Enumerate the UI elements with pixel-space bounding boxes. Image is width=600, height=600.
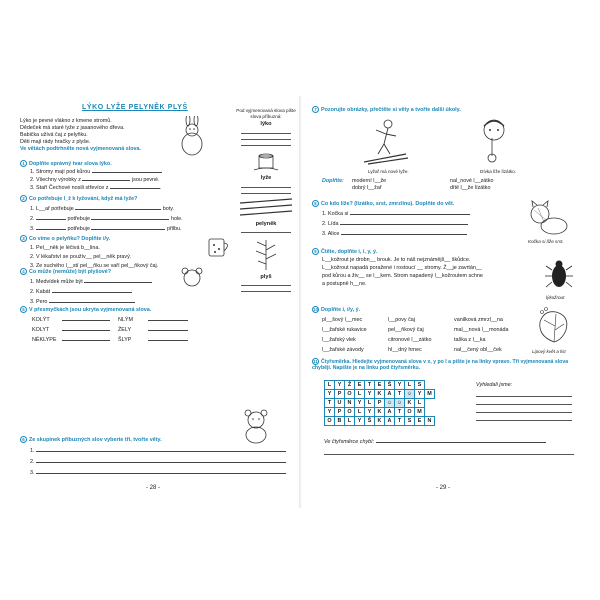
- rabbit-icon: [172, 116, 212, 158]
- answer-line[interactable]: [241, 145, 291, 146]
- grid-cell[interactable]: Y: [395, 381, 405, 390]
- answer-line[interactable]: [241, 187, 291, 188]
- grid-cell[interactable]: L: [355, 408, 365, 417]
- intro-line: Babička užívá čaj z pelyňku.: [20, 132, 88, 138]
- exercise-6: [20, 436, 290, 477]
- grid-row: [325, 381, 435, 390]
- exercise-line: 1. Medvídek může být: [30, 278, 83, 285]
- answer-blank[interactable]: [91, 225, 165, 230]
- exercise-10: [312, 306, 542, 354]
- caption-girl: Dívka líže lízátko.: [480, 169, 516, 174]
- grid-cell[interactable]: L: [415, 399, 425, 408]
- grid-cell[interactable]: N: [425, 417, 435, 426]
- exercise-5: [20, 306, 225, 344]
- answer-blank[interactable]: [36, 225, 66, 230]
- answer-blank[interactable]: [148, 316, 188, 321]
- exercise-number: 3: [20, 235, 27, 242]
- grid-cell[interactable]: Y: [335, 381, 345, 390]
- fill-item[interactable]: dobrý l__žař: [352, 185, 382, 191]
- exercise-text-line: L__kožrout je drobn__ brouk. Je to náš nejznámějš__ škůdce.: [322, 256, 471, 263]
- grid-cell[interactable]: E: [355, 381, 365, 390]
- page-28: [10, 96, 300, 508]
- grid-cell[interactable]: ☺: [395, 399, 405, 408]
- answer-blank[interactable]: [148, 336, 188, 341]
- answer-blank[interactable]: [62, 316, 110, 321]
- grid-cell[interactable]: Y: [355, 399, 365, 408]
- answer-blank[interactable]: [110, 184, 160, 189]
- grid-cell[interactable]: T: [395, 408, 405, 417]
- word-search-grid: [324, 380, 435, 426]
- caption-cat: Kočka si líže srst.: [528, 239, 564, 244]
- wormwood-plant-icon: [251, 236, 281, 270]
- exercise-3: [20, 235, 195, 270]
- page-29: [300, 96, 590, 508]
- book-spread: [10, 96, 590, 508]
- exercise-line: 1.: [30, 447, 35, 454]
- grid-cell[interactable]: T: [325, 399, 335, 408]
- answer-blank[interactable]: [84, 278, 152, 283]
- exercise-task: Pozorujte obrázky, přečtěte si věty a tvořte další úkoly.: [321, 106, 461, 113]
- exercise-task: Ze skupinek příbuzných slov vyberte tři, tvořte věty.: [29, 436, 162, 443]
- grid-cell[interactable]: E: [375, 381, 385, 390]
- exercise-line-tail: .: [160, 184, 162, 191]
- found-label: Vyhledali jsme:: [476, 382, 513, 388]
- fill-item[interactable]: mal__nová l__monáda: [454, 326, 509, 333]
- grid-cell[interactable]: A: [385, 417, 395, 426]
- grid-cell[interactable]: E: [415, 417, 425, 426]
- exercise-line: 1. Kočka si: [322, 210, 349, 217]
- exercise-number: 5: [20, 306, 27, 313]
- exercise-task: Co kdo líže? (lízátko, srst, zmrzlinu). Doplňte do vět.: [321, 200, 455, 207]
- fill-item[interactable]: l__žařské rukavice: [322, 326, 367, 333]
- caption-leaf: Lipový květ a list: [532, 349, 566, 354]
- fill-item[interactable]: moderní l__že: [352, 178, 387, 184]
- intro-line: Lýko je pevné vlákno z kmene stromů.: [20, 118, 112, 124]
- found-words: [476, 382, 576, 421]
- fill-item[interactable]: nal__čený obl__ček: [454, 346, 502, 353]
- exercise-task: Doplňte správný tvar slova lýko.: [29, 160, 112, 167]
- intro-text: [20, 118, 160, 153]
- exercise-line: 3. Pero: [30, 298, 48, 305]
- grid-cell[interactable]: ☺: [405, 390, 415, 399]
- word-plys: plyš: [260, 273, 272, 280]
- exercise-number: 6: [20, 436, 27, 443]
- fill-item[interactable]: l__povy čaj: [388, 316, 415, 323]
- exercise-line: 2. Lída: [322, 220, 339, 227]
- exercise-number: 10: [313, 307, 318, 312]
- exercise-2: [20, 195, 225, 233]
- grid-cell[interactable]: O: [345, 390, 355, 399]
- exercise-task: Co víme o pelyňku? Doplňte i/y.: [29, 235, 111, 242]
- exercise-number: 4: [20, 268, 27, 275]
- grid-cell[interactable]: Š: [385, 381, 395, 390]
- fill-item[interactable]: hl__dný hrnec: [388, 346, 422, 353]
- caption-beetle: lýkožrout: [546, 295, 565, 300]
- related-words-column: [234, 108, 298, 292]
- word-pelynek: pelyněk: [255, 220, 277, 227]
- exercise-line-tail: přilbu.: [166, 225, 182, 232]
- answer-line[interactable]: [476, 412, 572, 413]
- answer-line[interactable]: [476, 404, 572, 405]
- anagram: NLÝM: [118, 316, 133, 323]
- grid-cell[interactable]: S: [405, 417, 415, 426]
- exercise-8: [312, 200, 522, 238]
- answer-blank[interactable]: [91, 215, 169, 220]
- grid-cell[interactable]: O: [405, 408, 415, 417]
- page-number: - 29 -: [436, 485, 451, 491]
- exercise-text-line: a postupně h__ne.: [322, 280, 367, 287]
- answer-blank[interactable]: [36, 447, 286, 452]
- fill-item[interactable]: l__žařské závody: [322, 346, 364, 353]
- exercise-line: 3. Staří Čechové nosili střevíce z: [30, 184, 109, 191]
- fill-item[interactable]: pel__ňkový čaj: [388, 326, 424, 333]
- skier-icon: [360, 118, 410, 166]
- intro-line: Děti mají rády hračky z plyše.: [20, 139, 91, 145]
- missing-words: [324, 438, 574, 446]
- grid-cell[interactable]: K: [375, 390, 385, 399]
- grid-cell[interactable]: K: [405, 399, 415, 408]
- grid-row: [325, 417, 435, 426]
- grid-cell[interactable]: K: [375, 408, 385, 417]
- grid-cell[interactable]: Ž: [345, 381, 355, 390]
- answer-line[interactable]: [241, 193, 291, 194]
- exercise-text-line: L__kožrout napadá poražené i rostoucí __ stromy. Ž__je zavrtán__: [322, 264, 482, 271]
- answer-blank[interactable]: [82, 176, 130, 181]
- answer-blank[interactable]: [350, 210, 470, 215]
- grid-row: [325, 399, 435, 408]
- exercise-line: 2. Všechny výrobky z: [30, 176, 81, 183]
- answer-line[interactable]: [324, 454, 574, 455]
- grid-cell[interactable]: Š: [365, 417, 375, 426]
- teddy-bear-small-icon: [180, 266, 204, 288]
- exercise-line: 1. L__ař potřebuje: [30, 205, 74, 212]
- grid-cell[interactable]: K: [375, 417, 385, 426]
- exercise-line: 3.: [30, 225, 35, 232]
- exercise-number: 1: [20, 160, 27, 167]
- exercise-line: 3.: [30, 469, 35, 476]
- grid-cell[interactable]: Y: [325, 408, 335, 417]
- answer-line[interactable]: [241, 285, 291, 286]
- grid-cell[interactable]: A: [385, 408, 395, 417]
- exercise-number: 7: [312, 106, 319, 113]
- grid-cell[interactable]: L: [405, 381, 415, 390]
- fill-item[interactable]: l__žařský vlek: [322, 336, 356, 343]
- tree-stump-icon: [251, 150, 281, 172]
- grid-cell[interactable]: P: [335, 408, 345, 417]
- exercise-number: 2: [20, 195, 27, 202]
- page-number: - 28 -: [146, 485, 161, 491]
- answer-blank[interactable]: [92, 168, 162, 173]
- fill-item[interactable]: taška z l__ka: [454, 336, 486, 343]
- fill-item[interactable]: citronové l__zátko: [388, 336, 432, 343]
- word-lyze: lyže: [260, 175, 272, 182]
- grid-cell[interactable]: O: [325, 417, 335, 426]
- grid-cell[interactable]: L: [355, 390, 365, 399]
- caption-skier: Lyžař má nové lyže.: [368, 169, 409, 174]
- anagram: NĚKLYPE: [32, 336, 57, 343]
- answer-line[interactable]: [476, 396, 572, 397]
- grid-cell[interactable]: P: [335, 390, 345, 399]
- grid-cell[interactable]: U: [335, 399, 345, 408]
- answer-blank[interactable]: [36, 215, 66, 220]
- fill-label: Doplňte:: [322, 178, 344, 184]
- exercise-task: Co potřebuje l_ž k lyžování, když má lyže?: [29, 195, 138, 202]
- grid-cell[interactable]: T: [365, 381, 375, 390]
- bark-beetle-icon: [544, 258, 574, 292]
- anagram: KOLÝT: [32, 316, 50, 323]
- grid-cell[interactable]: ☺: [385, 399, 395, 408]
- grid-cell[interactable]: P: [375, 399, 385, 408]
- answer-line[interactable]: [241, 139, 291, 140]
- word-lyko: lýko: [260, 121, 272, 128]
- grid-cell[interactable]: T: [395, 417, 405, 426]
- grid-cell[interactable]: T: [395, 390, 405, 399]
- grid-cell[interactable]: B: [335, 417, 345, 426]
- exercise-7-fill: [322, 178, 572, 192]
- answer-blank[interactable]: [62, 326, 110, 331]
- anagram: ŽELY: [118, 326, 132, 333]
- fill-item[interactable]: vanilková zmrzl__na: [454, 316, 503, 323]
- exercise-line-mid: potřebuje: [67, 225, 90, 232]
- exercise-line: 2. V lékařství se použív__ pel__něk pravý.: [30, 253, 132, 260]
- answer-blank[interactable]: [49, 298, 135, 303]
- tea-mug-icon: [206, 234, 232, 260]
- exercise-task: V přesmyčkách jsou ukryta vyjmenovaná slova.: [29, 306, 152, 313]
- exercise-1: [20, 160, 225, 192]
- exercise-line: 2.: [30, 215, 35, 222]
- grid-cell[interactable]: Y: [325, 390, 335, 399]
- page-title: LÝKO LYŽE PELYNĚK PLYŠ: [82, 104, 188, 111]
- exercise-line: 1. Stromy mají pod kůrou: [30, 168, 91, 175]
- answer-line[interactable]: [476, 420, 572, 421]
- exercise-line: 2.: [30, 458, 35, 465]
- answer-blank[interactable]: [75, 205, 161, 210]
- grid-cell[interactable]: L: [325, 381, 335, 390]
- fill-item[interactable]: pl__šový l__mec: [322, 316, 363, 323]
- cat-icon: [526, 200, 570, 236]
- grid-cell[interactable]: N: [345, 399, 355, 408]
- intro-task: Ve větách podtrhněte nová vyjmenovaná slova.: [20, 146, 142, 152]
- exercise-text-line: pod kůrou a živ__ se l__kem. Strom napadený l__kožroutem schne: [322, 272, 483, 279]
- grid-cell[interactable]: L: [365, 399, 375, 408]
- grid-cell[interactable]: A: [385, 390, 395, 399]
- grid-cell[interactable]: Y: [365, 408, 375, 417]
- anagram: ŠLYP: [118, 336, 132, 343]
- skis-icon: [238, 197, 294, 217]
- exercise-number: 8: [312, 200, 319, 207]
- exercise-line-tail: boty.: [162, 205, 175, 212]
- grid-cell[interactable]: Y: [365, 390, 375, 399]
- grid-cell[interactable]: M: [425, 390, 435, 399]
- grid-cell[interactable]: S: [415, 381, 425, 390]
- anagram: KOLYT: [32, 326, 50, 333]
- answer-line[interactable]: [241, 232, 291, 233]
- exercise-7: [312, 106, 582, 114]
- exercise-line-tail: hole.: [170, 215, 183, 222]
- exercise-task: Čtěte, doplňte i, í, y, ý.: [321, 248, 378, 255]
- missing-label: Ve čtyřsměrce chybí:: [324, 439, 375, 445]
- answer-blank[interactable]: [148, 326, 188, 331]
- exercise-line: 3. Alice: [322, 230, 340, 237]
- exercise-task: Co může (nemůže) být plyšové?: [29, 268, 112, 275]
- answer-blank[interactable]: [340, 220, 468, 225]
- grid-cell[interactable]: L: [345, 417, 355, 426]
- answer-blank[interactable]: [341, 230, 467, 235]
- intro-line: Dědeček má staré lyže z jasanového dřeva.: [20, 125, 125, 131]
- grid-cell[interactable]: Y: [415, 390, 425, 399]
- fill-item[interactable]: dítě l__že lízátko: [450, 185, 491, 191]
- grid-cell[interactable]: Y: [355, 417, 365, 426]
- answer-blank[interactable]: [36, 458, 286, 463]
- related-words-heading: Pod vyjmenovaná slova pište slova příbuzná:: [236, 108, 296, 119]
- exercise-task: Doplňte i, í/y, ý.: [321, 306, 361, 313]
- exercise-line-mid: potřebuje: [67, 215, 90, 222]
- exercise-11: [312, 358, 572, 372]
- exercise-task: Čtyřsměrka. Hledejte vyjmenovaná slova v x, y po l a pište je na linky vpravo. Tři vyjmenovaná slova chybějí. Napište je na linku pod čtyřsměrku.: [312, 358, 569, 372]
- exercise-9: [312, 248, 537, 288]
- answer-line[interactable]: [241, 133, 291, 134]
- exercise-line: 2. Kabát: [30, 288, 51, 295]
- answer-blank[interactable]: [36, 469, 286, 474]
- linden-leaf-icon: [534, 306, 574, 346]
- exercise-line: 3. Ze suchého l__stí pel__ňku se vaří pel__ňkový čaj.: [30, 262, 159, 269]
- exercise-line: 1. Pel__něk je léčivá b__lina.: [30, 244, 100, 251]
- grid-row: [325, 390, 435, 399]
- exercise-line-tail: jsou pevné.: [131, 176, 160, 183]
- answer-blank[interactable]: [62, 336, 110, 341]
- answer-line[interactable]: [241, 291, 291, 292]
- answer-blank[interactable]: [52, 288, 132, 293]
- grid-cell[interactable]: M: [415, 408, 425, 417]
- exercise-number: 11: [313, 359, 318, 364]
- fill-item[interactable]: nal_nové l__zátko: [450, 178, 494, 184]
- answer-blank[interactable]: [376, 438, 546, 443]
- girl-with-lollipop-icon: [476, 116, 514, 164]
- grid-cell[interactable]: O: [345, 408, 355, 417]
- grid-row: [325, 408, 435, 417]
- exercise-number: 9: [312, 248, 319, 255]
